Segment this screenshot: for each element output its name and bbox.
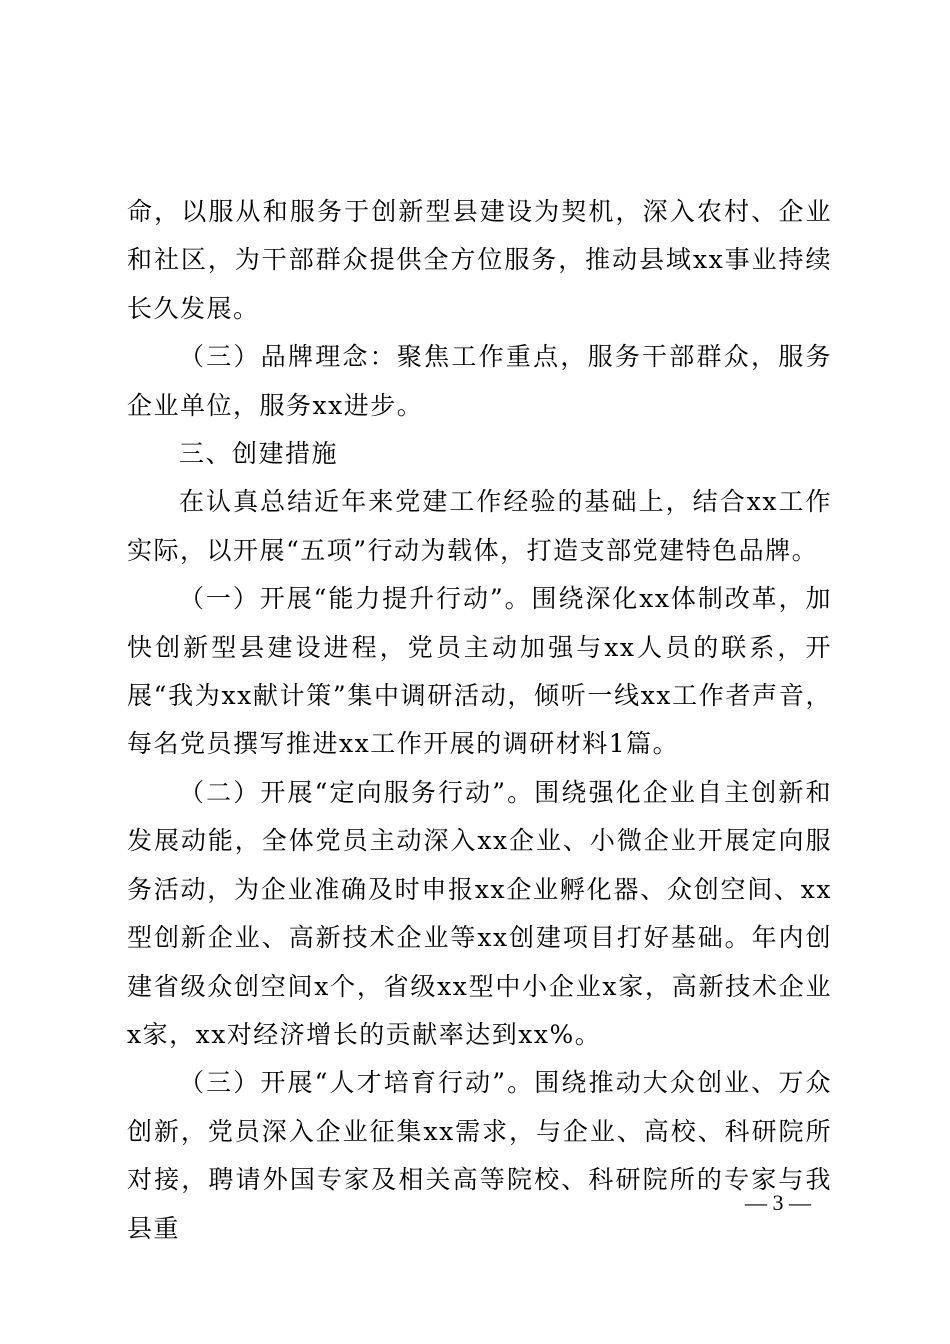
paragraph-service-action: （二）开展“定向服务行动”。围绕强化企业自主创新和发展动能，全体党员主动深入xx企业、小微企业开展定向服务活动，为企业准确及时申报xx企业孵化器、众创空间、xx型创新企业、高新技术企业等xx创建项目打好基础。年内创建省级众创空间x个，省级xx型中小企业x家，高新技术企业x家，xx对经济增长的贡献率达到xx%。 [127,777,832,1049]
page-number: — 3 — [745,1190,811,1215]
paragraph-intro: 在认真总结近年来党建工作经验的基础上，结合xx工作实际，以开展“五项”行动为载体，打造支部党建特色品牌。 [127,487,832,565]
paragraph-continued: 命，以服从和服务于创新型县建设为契机，深入农村、企业和社区，为干部群众提供全方位服务，推动县域xx事业持续长久发展。 [127,197,832,323]
paragraph-brand-concept: （三）品牌理念：聚焦工作重点，服务干部群众，服务企业单位，服务xx进步。 [127,342,832,420]
paragraph-ability-action: （一）开展“能力提升行动”。围绕深化xx体制改革，加快创新型县建设进程，党员主动加强与xx人员的联系，开展“我为xx献计策”集中调研活动，倾听一线xx工作者声音，每名党员撰写推进xx工作开展的调研材料1篇。 [127,584,832,759]
document-body [127,188,832,1253]
paragraph-talent-action: （三）开展“人才培育行动”。围绕推动大众创业、万众创新，党员深入企业征集xx需求，与企业、高校、科研院所对接，聘请外国专家及相关高等院校、科研院所的专家与我县重 [127,1068,832,1243]
section-heading: 三、创建措施 [179,439,339,469]
